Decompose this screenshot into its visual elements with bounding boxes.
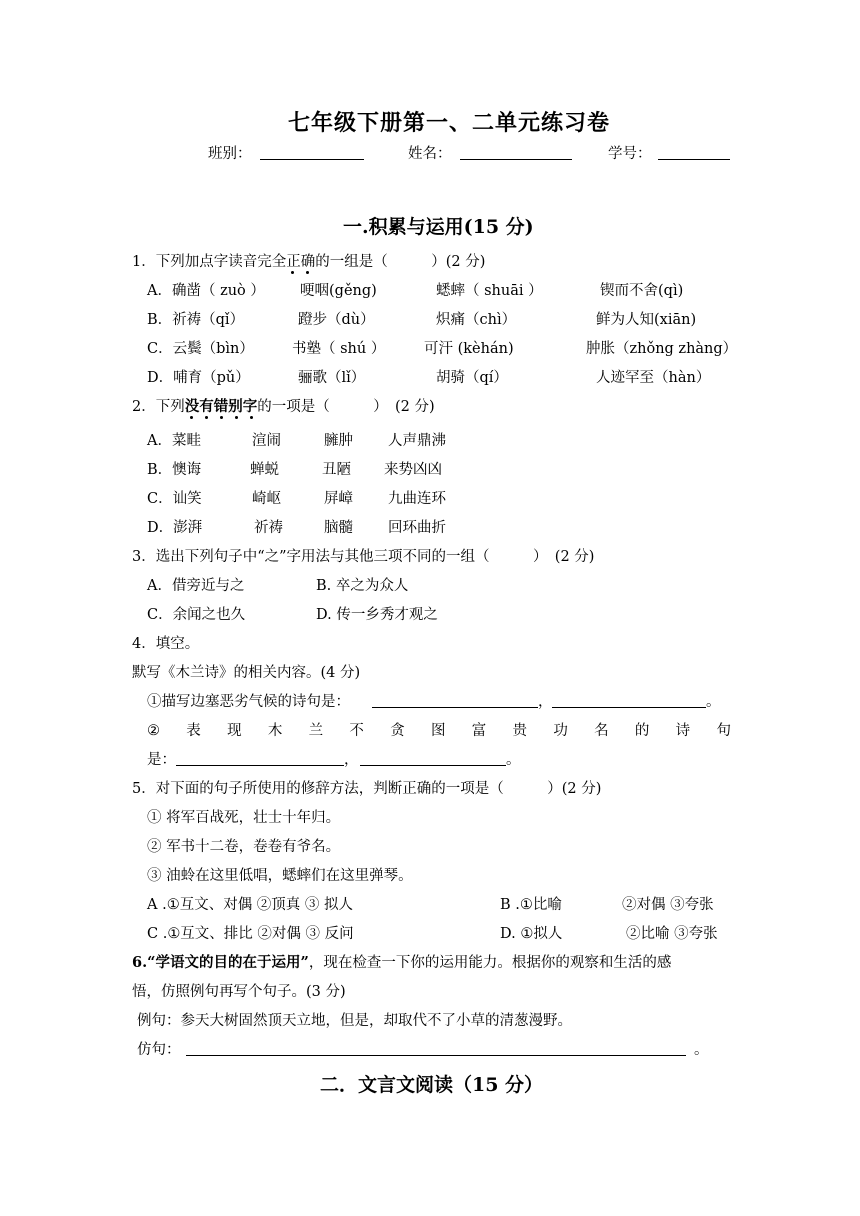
q6-stem-line2: 悟，仿照例句再写个句子。(3 分) (132, 984, 346, 1000)
q1-c-1: C．云鬓（bìn） (147, 341, 254, 357)
q1-c-4: 肿胀（zhǒng zhàng） (586, 341, 738, 357)
q2-a-3: 臃肿 (324, 433, 353, 449)
q1-stem (132, 252, 485, 272)
q4-line2-char: 贵 (512, 723, 528, 739)
q4-line2-char: 现 (227, 723, 242, 739)
q4-line2-blank2[interactable] (360, 751, 506, 766)
q2-d-1: D．澎湃 (147, 520, 203, 536)
q3-option-a: A．借旁近与之 (147, 578, 245, 594)
q1-c-3: 可汗 (kèhán) (424, 341, 514, 357)
q1-c-2: 书塾（ shú ） (292, 341, 386, 357)
q4-line1-period: 。 (706, 694, 721, 710)
class-blank[interactable] (260, 145, 364, 160)
name-label: 姓名： (408, 146, 452, 162)
q2-c-2: 崎岖 (252, 491, 281, 507)
q5-option-c: C .①互文、排比 ②对偶 ③ 反问 (147, 926, 354, 942)
q1-d-2: 骊歌（lǐ） (298, 370, 366, 386)
q1-a-4: 锲而不舍(qì) (600, 283, 684, 299)
q1-d-3: 胡骑（qí） (436, 370, 508, 386)
q5-stem: 5．对下面的句子所使用的修辞方法，判断正确的一项是（ ）(2 分) (132, 781, 602, 797)
page-title: 七年级下册第一、二单元练习卷 (288, 110, 611, 136)
q4-line2-char: 句 (716, 723, 731, 739)
q2-d-3: 脑髓 (324, 520, 353, 536)
q1-d-1: D．哺育（pǔ） (147, 370, 250, 386)
q6-imitate-label: 仿句： (137, 1042, 181, 1058)
q4-stem: 4．填空。 (132, 636, 200, 652)
q4-line2-char: ② (147, 723, 160, 739)
q1-d-4: 人迹罕至（hàn） (596, 370, 711, 386)
id-blank[interactable] (658, 145, 730, 160)
q4-line2-char: 不 (349, 723, 364, 739)
q6-end-period: 。 (694, 1042, 709, 1058)
q4-line2-period: 。 (506, 752, 521, 768)
q1-stem-post: 的一组是（ ）(2 分) (315, 254, 486, 270)
q5-option-b: B .①比喻 (500, 897, 562, 913)
q6-stem-bold: 6.“学语文的目的在于运用” (132, 954, 309, 971)
section-1-heading: 一.积累与运用(15 分) (343, 216, 534, 238)
id-label: 学号： (608, 146, 652, 162)
q4-line2-spread (147, 721, 731, 741)
q1-b-4: 鲜为人知(xiān) (596, 312, 697, 328)
q5-sentence-3: ③ 油蛉在这里低唱，蟋蟀们在这里弹琴。 (147, 868, 413, 884)
q3-option-b: B. 卒之为众人 (316, 578, 409, 594)
q3-option-d: D. 传一乡秀才观之 (316, 607, 438, 623)
q4-line2-char: 富 (471, 723, 487, 739)
name-blank[interactable] (460, 145, 572, 160)
q4-line2-char: 功 (553, 723, 568, 739)
q3-option-c: C．余闻之也久 (147, 607, 246, 623)
q4-line2-char: 图 (430, 723, 446, 739)
q2-a-2: 渲闹 (252, 433, 281, 449)
q4-line2-char: 木 (267, 723, 283, 739)
q6-stem (132, 953, 671, 973)
q2-a-4: 人声鼎沸 (388, 433, 446, 449)
q2-stem-pre: 2．下列 (132, 399, 185, 415)
q4-line2-comma: ， (344, 752, 359, 768)
q4-line2-char: 诗 (675, 723, 691, 739)
q5-option-b-rest: ②对偶 ③夸张 (622, 897, 714, 913)
q2-c-1: C．讪笑 (147, 491, 202, 507)
q5-sentence-1: ① 将军百战死，壮士十年归。 (147, 810, 341, 826)
q1-a-1: A．确凿（ zuò ） (147, 283, 265, 299)
q6-stem-rest: ，现在检查一下你的运用能力。根据你的观察和生活的感 (308, 955, 672, 971)
q4-line1-blank2[interactable] (552, 693, 706, 708)
q6-imitate-blank[interactable] (186, 1041, 686, 1056)
q1-a-3: 蟋蟀（ shuāi ） (436, 283, 543, 299)
q1-stem-pre: 1．下列加点字读音完全 (132, 254, 287, 270)
q4-line2-end: 是： (147, 752, 176, 768)
q5-option-a: A .①互文、对偶 ②顶真 ③ 拟人 (147, 897, 354, 913)
q2-stem-emphasis: 没有错别字 (185, 398, 258, 415)
q2-b-1: B．懊诲 (147, 462, 202, 478)
q2-d-4: 回环曲折 (388, 520, 446, 536)
q1-b-2: 蹬步（dù） (298, 312, 375, 328)
q4-line1-label: ①描写边塞恶劣气候的诗句是： (147, 694, 350, 710)
q4-line1-blank1[interactable] (372, 693, 538, 708)
q4-line2-blank1[interactable] (176, 751, 344, 766)
q5-option-d-rest: ②比喻 ③夸张 (626, 926, 718, 942)
q2-b-4: 来势凶凶 (384, 462, 442, 478)
class-label: 班别： (208, 146, 252, 162)
q4-line2-char: 兰 (308, 723, 324, 739)
q1-b-1: B．祈祷（qǐ） (147, 312, 245, 328)
q3-stem: 3．选出下列句子中“之”字用法与其他三项不同的一组（ ） (2 分) (132, 549, 595, 565)
section-2-heading: 二．文言文阅读（15 分） (320, 1074, 544, 1096)
q4-line2-char: 名 (594, 723, 609, 739)
q4-line1-comma: ， (538, 694, 553, 710)
q2-c-4: 九曲连环 (388, 491, 446, 507)
q4-sub: 默写《木兰诗》的相关内容。(4 分) (132, 665, 361, 681)
q2-c-3: 屏嶂 (324, 491, 353, 507)
q5-option-d: D. ①拟人 (500, 926, 563, 942)
q1-b-3: 炽痛（chì） (436, 312, 517, 328)
q6-example: 例句：参天大树固然顶天立地，但是，却取代不了小草的清葱漫野。 (137, 1013, 572, 1029)
q1-stem-emphasis: 正确 (286, 254, 315, 270)
q2-d-2: 祈祷 (254, 520, 283, 536)
q2-b-3: 丑陋 (322, 462, 351, 478)
q2-b-2: 蝉蜕 (250, 462, 279, 478)
q4-line2-char: 表 (186, 723, 201, 739)
q2-stem-post: 的一项是（ ） (2 分) (257, 399, 435, 415)
q4-line2-char: 贪 (390, 723, 405, 739)
q2-stem (132, 397, 435, 417)
q4-line2-char: 的 (634, 723, 650, 739)
q5-sentence-2: ② 军书十二卷，卷卷有爷名。 (147, 839, 341, 855)
q1-a-2: 哽咽(gěng) (300, 283, 377, 299)
q2-a-1: A．菜畦 (147, 433, 201, 449)
